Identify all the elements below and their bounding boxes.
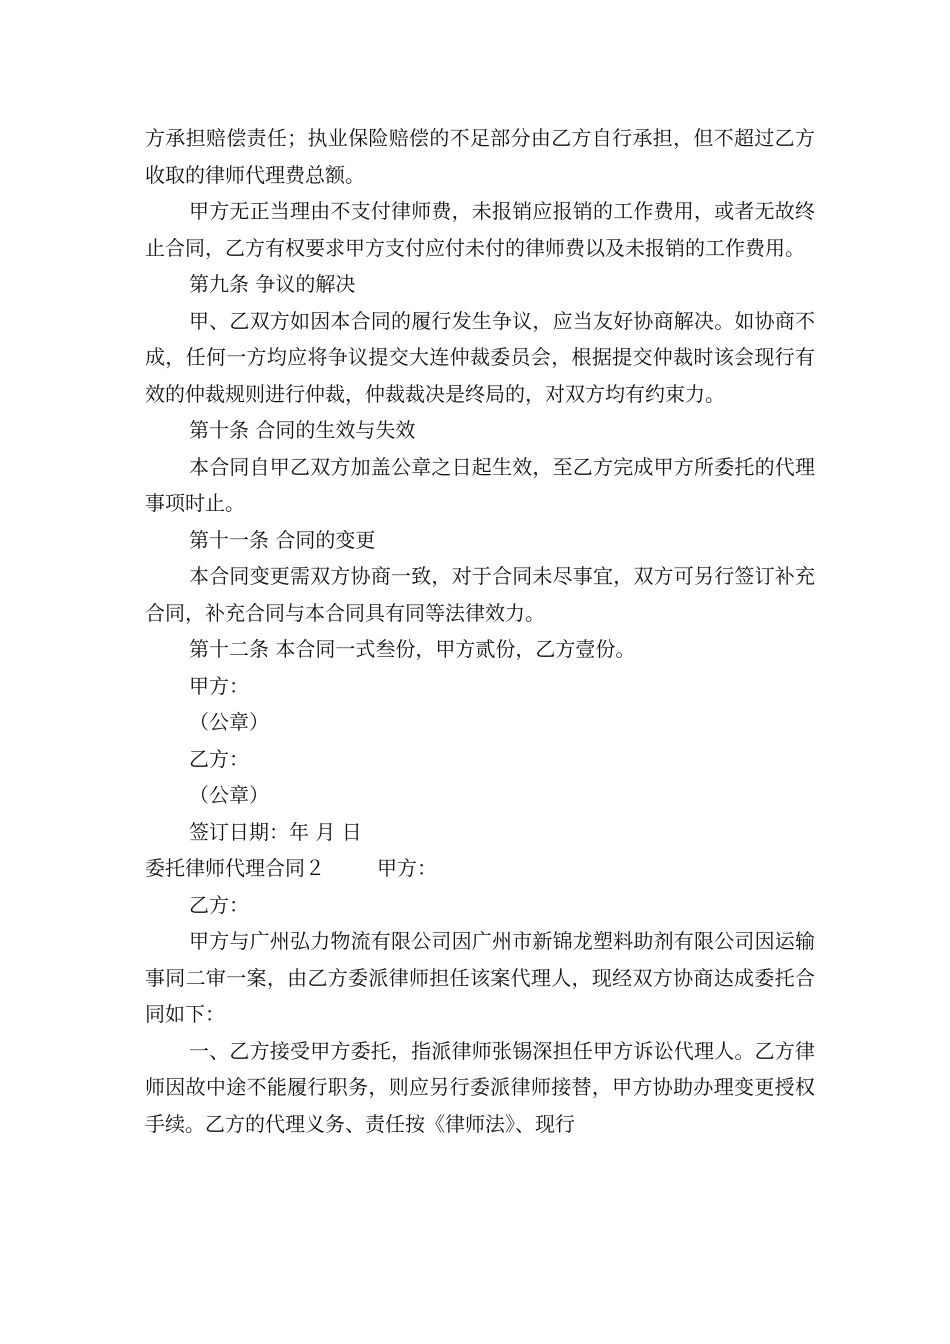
document-body [145, 120, 815, 1142]
paragraph-case-background: 甲方与广州弘力物流有限公司因广州市新锦龙塑料助剂有限公司因运输事同二审一案，由乙方委派律师担任该案代理人，现经双方协商达成委托合同如下： [145, 929, 815, 1026]
contract-2-title: 委托律师代理合同２ [145, 856, 325, 880]
paragraph-amendment: 本合同变更需双方协商一致，对于合同未尽事宜，双方可另行签订补充合同，补充合同与本合同具有同等法律效力。 [145, 564, 815, 625]
contract-2-party-b: 乙方： [189, 892, 249, 917]
contract-2-title-line [145, 850, 815, 887]
party-a-label: 甲方： [189, 673, 249, 698]
paragraph-lawyer-assignment: 一、乙方接受甲方委托，指派律师张锡深担任甲方诉讼代理人。乙方律师因故中途不能履行职务，则应另行委派律师接替，甲方协助办理变更授权手续。乙方的代理义务、责任按《律师法》、现行 [145, 1038, 815, 1136]
heading-article-12: 第十二条 本合同一式叁份，甲方贰份，乙方壹份。 [189, 637, 636, 661]
seal-a-label: （公章） [189, 710, 269, 734]
party-b-label: 乙方： [189, 746, 249, 771]
heading-article-9: 第九条 争议的解决 [189, 272, 356, 296]
heading-article-10: 第十条 合同的生效与失效 [189, 418, 416, 442]
paragraph-fee-obligation: 甲方无正当理由不支付律师费，未报销应报销的工作费用，或者无故终止合同，乙方有权要求甲方支付应付未付的律师费以及未报销的工作费用。 [145, 199, 815, 260]
contract-2-party-a: 甲方： [377, 856, 437, 880]
seal-b-label: （公章） [189, 783, 269, 807]
signing-date: 签订日期：年 月 日 [189, 819, 362, 844]
paragraph-effectiveness: 本合同自甲乙双方加盖公章之日起生效，至乙方完成甲方所委托的代理事项时止。 [145, 454, 815, 515]
paragraph-dispute-resolution: 甲、乙双方如因本合同的履行发生争议，应当友好协商解决。如协商不成，任何一方均应将争议提交大连仲裁委员会，根据提交仲裁时该会现行有效的仲裁规则进行仲裁，仲裁裁决是终局的，对双方均有约束力。 [145, 308, 815, 406]
paragraph-compensation: 方承担赔偿责任；执业保险赔偿的不足部分由乙方自行承担，但不超过乙方收取的律师代理费总额。 [145, 126, 815, 187]
heading-article-11: 第十一条 合同的变更 [189, 527, 376, 552]
